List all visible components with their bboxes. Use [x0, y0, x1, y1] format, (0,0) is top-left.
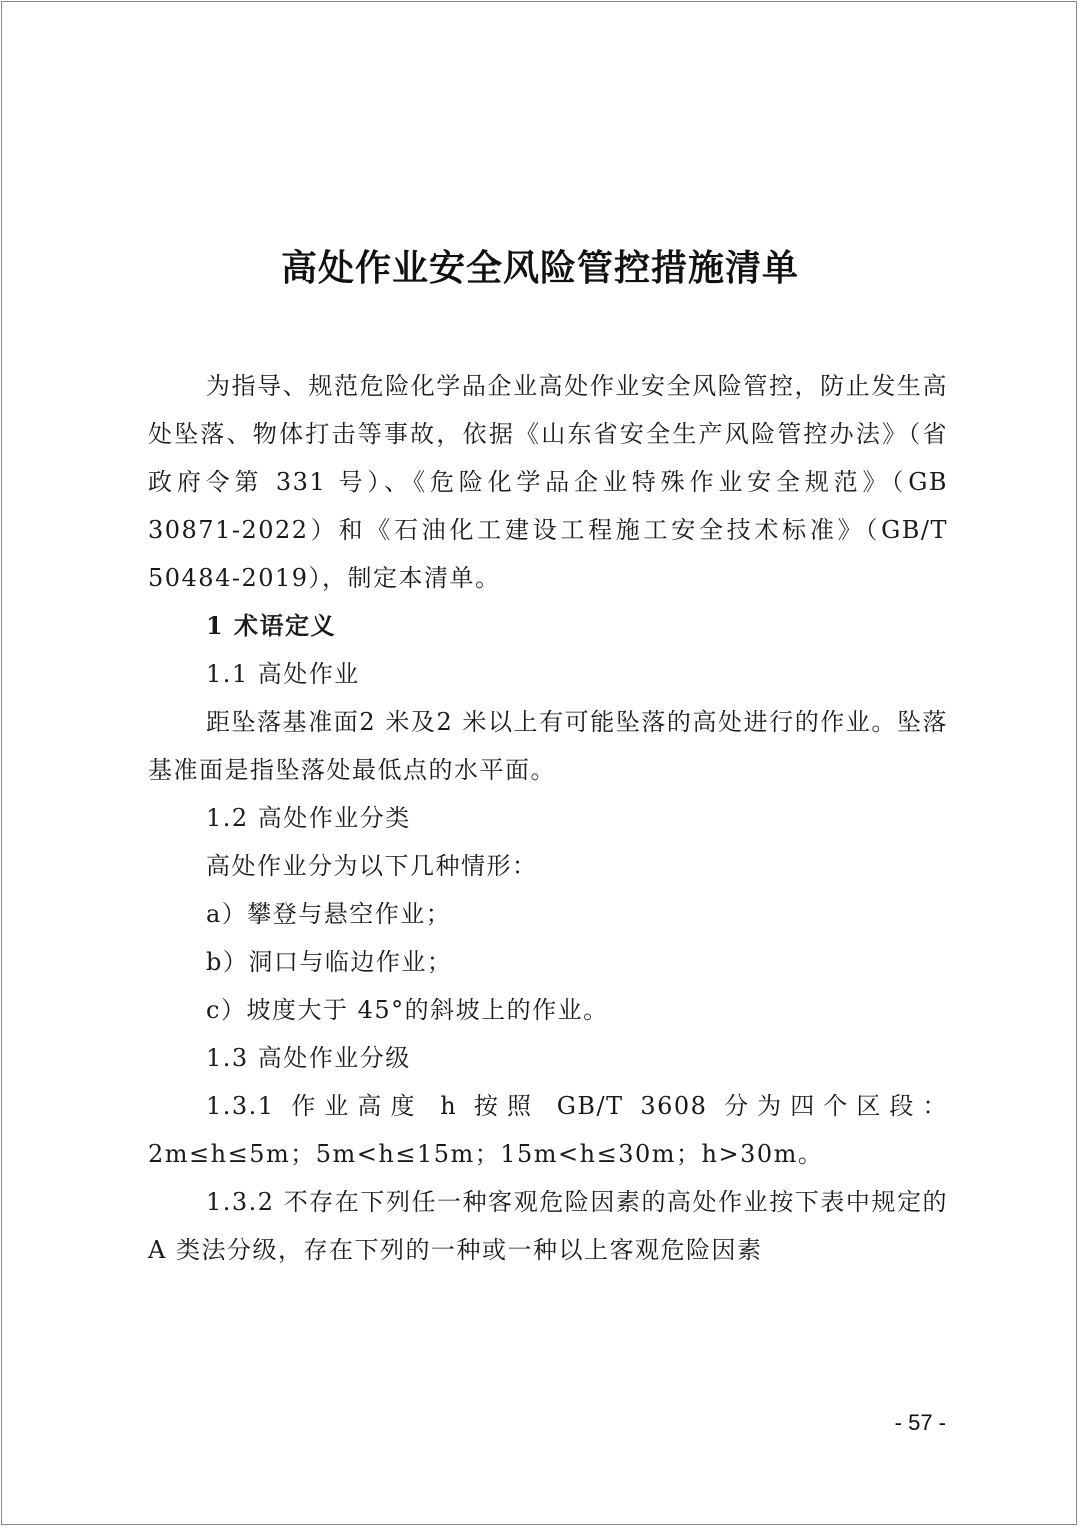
list-item-a: a）攀登与悬空作业； [206, 900, 452, 928]
subsection-heading-1-2: 1.2 高处作业分类 [206, 804, 411, 832]
page-number: - 57 - [894, 1410, 946, 1435]
list-item-b: b）洞口与临边作业； [206, 948, 453, 976]
clause-1-3-1: 1.3.1 作业高度 h 按照 GB/T 3608 分为四个区段：2m≤h≤5m；5m<h≤15m；15m<h≤30m；h>30m。 [148, 1092, 948, 1168]
subsection-heading-1-3: 1.3 高处作业分级 [206, 1044, 411, 1072]
subsection-heading-1-1: 1.1 高处作业 [206, 660, 360, 688]
list-item-c: c）坡度大于 45°的斜坡上的作业。 [206, 996, 609, 1024]
section-heading-terms: 1 术语定义 [206, 611, 337, 640]
intro-paragraph: 为指导、规范危险化学品企业高处作业安全风险管控，防止发生高处坠落、物体打击等事故，依据《山东省安全生产风险管控办法》（省政府令第 331 号）、《危险化学品企业特殊作业安全规范》（GB 30871-2022）和《石油化工建设工程施工安全技术标准》（GB/T 50484-2019），制定本清单。 [148, 372, 948, 592]
page-title: 高处作业安全风险管控措施清单 [280, 247, 799, 289]
classification-intro: 高处作业分为以下几种情形： [206, 852, 538, 880]
clause-1-3-2: 1.3.2 不存在下列任一种客观危险因素的高处作业按下表中规定的 A 类法分级，存在下列的一种或一种以上客观危险因素 [148, 1188, 948, 1264]
definition-paragraph: 距坠落基准面2 米及2 米以上有可能坠落的高处进行的作业。坠落基准面是指坠落处最低点的水平面。 [148, 708, 948, 784]
document-body [148, 362, 948, 1274]
